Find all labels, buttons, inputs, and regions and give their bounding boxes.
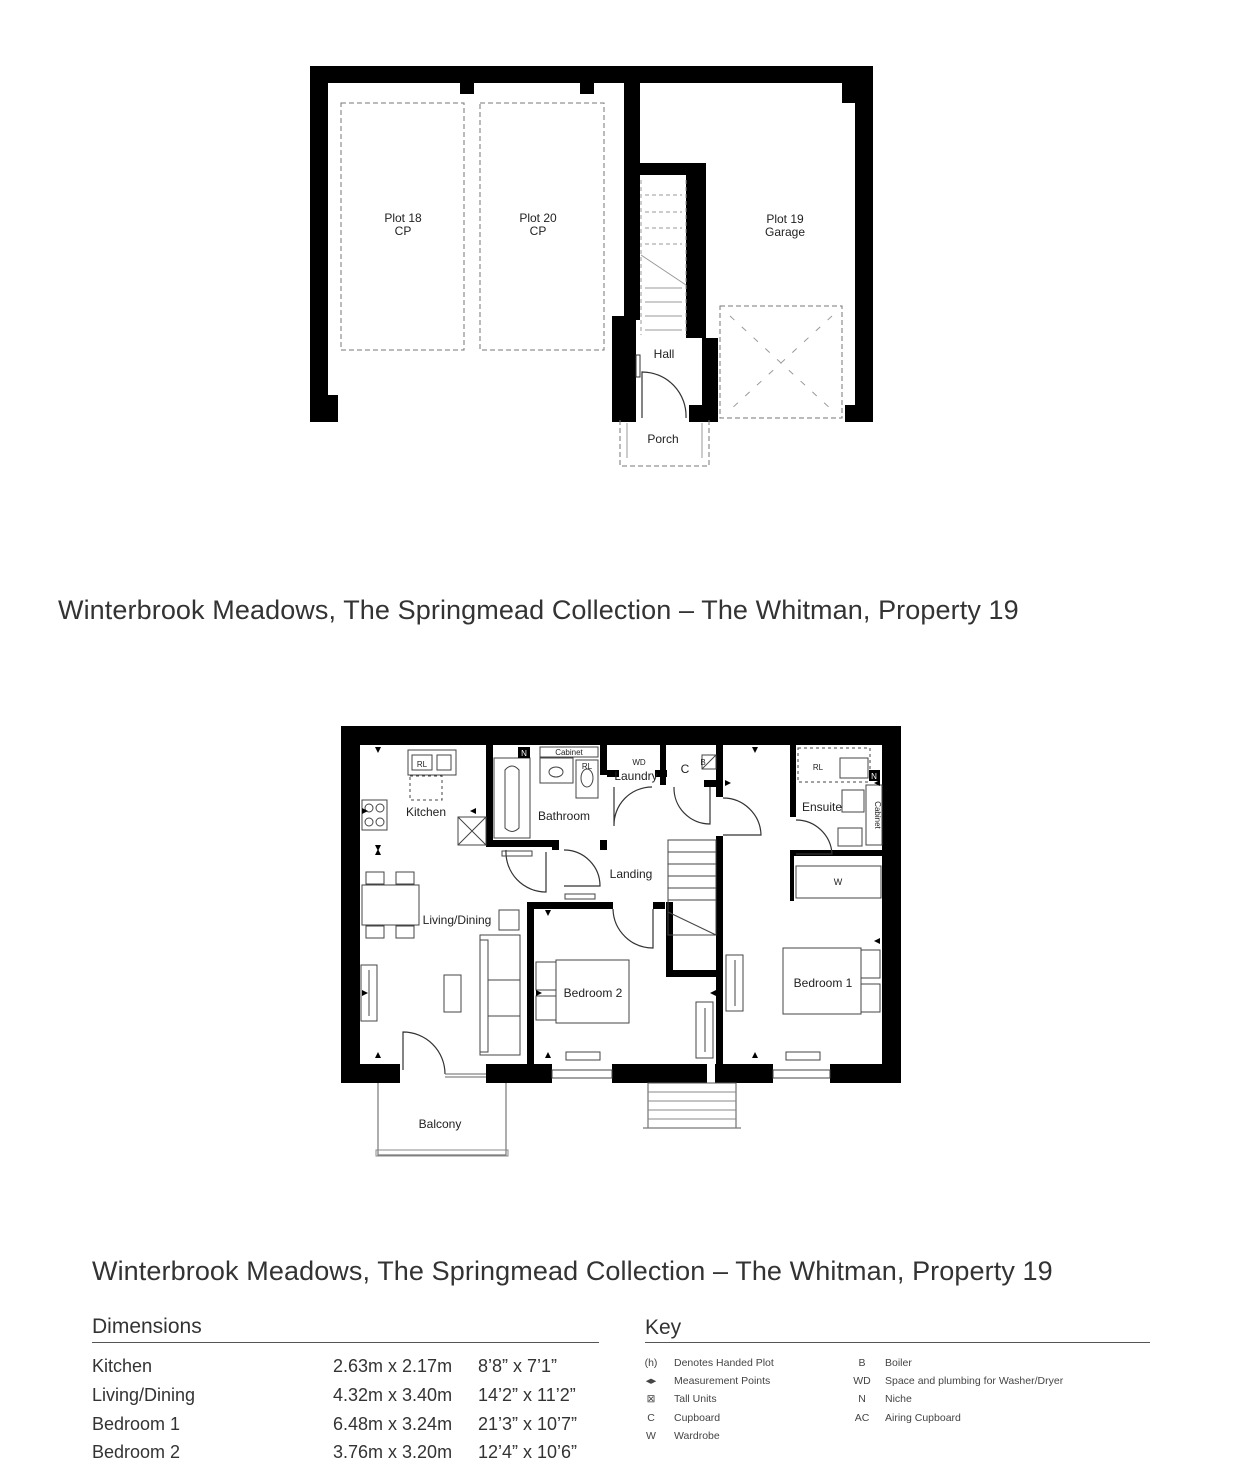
key-symbol: WD [853,1375,871,1387]
key-symbol: (h) [644,1357,658,1369]
plot20-label: Plot 20 [519,211,557,225]
boiler-label: B [700,758,706,767]
dim-metric: 3.76m x 3.20m [333,1442,453,1462]
cabinet-top-label: Cabinet [555,748,583,757]
key-text: Niche [885,1393,912,1405]
key-text: Tall Units [674,1393,717,1405]
laundry-label: Laundry [614,769,658,783]
bedroom1-label: Bedroom 1 [793,976,853,990]
rl-bath: RL [581,762,593,771]
dim-metric: 2.63m x 2.17m [333,1356,453,1376]
rl-ensuite: RL [812,763,824,772]
dim-room: Bedroom 1 [92,1414,181,1434]
key-symbol: ◂▸ [645,1375,657,1387]
bathroom-label: Bathroom [537,809,591,823]
key-text: Boiler [885,1357,912,1369]
key-text: Measurement Points [674,1375,771,1387]
wd-label: WD [632,758,646,767]
dim-metric: 6.48m x 3.24m [333,1414,453,1434]
balcony-label: Balcony [418,1117,462,1131]
plan-title-upper: Winterbrook Meadows, The Springmead Collection – The Whitman, Property 19 [58,595,1019,625]
rl-kitchen: RL [416,760,428,769]
cupboard-label: C [680,762,690,776]
dim-imperial: 21’3” x 10’7” [478,1414,578,1434]
dim-metric: 4.32m x 3.40m [333,1385,453,1405]
bedroom2-label: Bedroom 2 [563,986,623,1000]
wardrobe-label: W [833,877,843,887]
key-text: Airing Cupboard [885,1412,961,1424]
plan-title-lower: Winterbrook Meadows, The Springmead Collection – The Whitman, Property 19 [92,1256,1053,1286]
table-row [92,1356,602,1384]
dim-room: Bedroom 2 [92,1442,181,1462]
ensuite-label: Ensuite [801,800,843,814]
key-symbol: C [647,1412,655,1424]
table-row [92,1414,602,1442]
key-symbol: N [858,1393,866,1405]
key-text: Space and plumbing for Washer/Dryer [885,1375,1064,1387]
key-divider [645,1342,1150,1343]
plot18-label: Plot 18 [384,211,422,225]
living-label: Living/Dining [422,913,492,927]
dim-imperial: 12’4” x 10’6” [478,1442,578,1462]
table-row [92,1442,602,1470]
key-symbol: ⊠ [646,1393,656,1405]
landing-label: Landing [609,867,653,881]
dim-room: Living/Dining [92,1385,196,1405]
first-floor-plan [0,680,1250,1200]
key-heading: Key [645,1316,682,1339]
kitchen-label: Kitchen [405,805,447,819]
niche-label-ensuite: N [871,772,877,781]
key-text: Wardrobe [674,1430,720,1442]
hall-label: Hall [653,347,675,361]
key-symbol: W [646,1430,656,1442]
plot20-sub: CP [529,224,547,238]
plot18-sub: CP [394,224,412,238]
porch-label: Porch [647,432,679,446]
key-symbol: B [858,1357,866,1369]
dimensions-divider [92,1342,599,1343]
plot19-label: Plot 19 [766,212,804,226]
key-text: Cupboard [674,1412,721,1424]
dim-imperial: 8’8” x 7’1” [478,1356,558,1376]
niche-label-bath: N [521,749,527,758]
dim-room: Kitchen [92,1356,153,1376]
table-row [92,1385,602,1413]
key-symbol: AC [854,1412,870,1424]
cabinet-side-label: Cabinet [873,801,882,829]
dim-imperial: 14’2” x 11’2” [478,1385,576,1405]
ground-floor-plan [0,0,1250,560]
key-text: Denotes Handed Plot [674,1357,774,1369]
plot19-sub: Garage [764,225,806,239]
dimensions-heading: Dimensions [92,1315,202,1338]
